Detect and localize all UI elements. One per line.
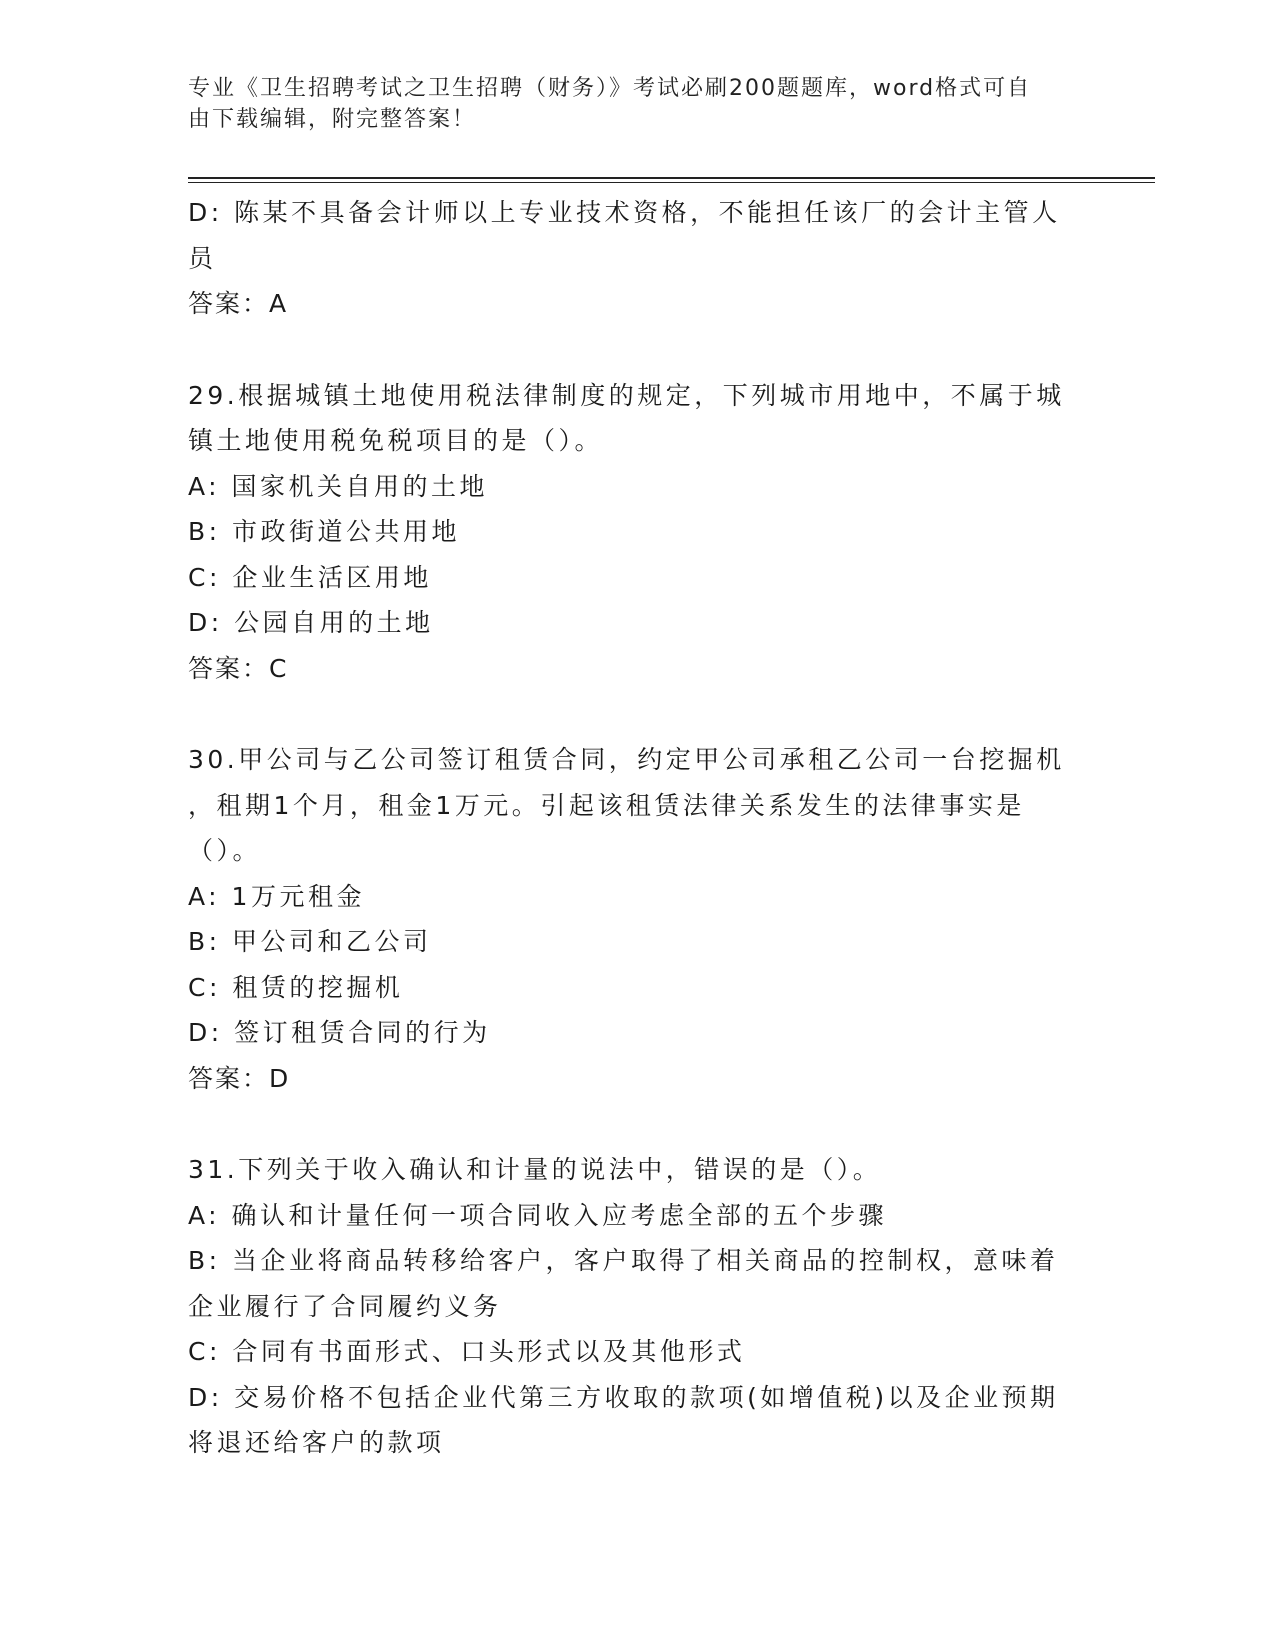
option-d-line-1: D: 陈某不具备会计师以上专业技术资格，不能担任该厂的会计主管人 <box>188 198 1061 227</box>
option-a: A: 确认和计量任何一项合同收入应考虑全部的五个步骤 <box>188 1200 888 1230</box>
question-list <box>188 190 1088 1466</box>
header-title-line-2: 由下载编辑，附完整答案！ <box>188 107 477 132</box>
previous-question-tail <box>188 190 1088 327</box>
option-a: A: 1万元租金 <box>188 881 365 911</box>
page-header <box>188 73 1068 135</box>
question-stem-line-2: ，租期1个月，租金1万元。引起该租赁法律关系发生的法律事实是 <box>188 790 1025 820</box>
option-c: C: 合同有书面形式、口头形式以及其他形式 <box>188 1337 746 1366</box>
question-stem-line-1: 29.根据城镇土地使用税法律制度的规定，下列城市用地中，不属于城 <box>188 380 1065 410</box>
option-d-line-1: D: 交易价格不包括企业代第三方收取的款项(如增值税)以及企业预期 <box>188 1382 1059 1412</box>
question-stem-line-3: （）。 <box>188 836 262 865</box>
option-d-line-2: 将退还给客户的款项 <box>188 1428 445 1457</box>
option-a: A: 国家机关自用的土地 <box>188 471 489 501</box>
header-divider-thin <box>188 182 1155 183</box>
option-c: C: 租赁的挖掘机 <box>188 972 404 1002</box>
question-stem-line-2: 镇土地使用税免税项目的是（）。 <box>188 426 604 455</box>
header-title-line-1: 专业《卫生招聘考试之卫生招聘（财务）》考试必刷200题题库，word格式可自 <box>188 76 1032 101</box>
answer-line: 答案：C <box>188 653 289 683</box>
question-stem-line-1: 31.下列关于收入确认和计量的说法中，错误的是（）。 <box>188 1155 882 1184</box>
question-29 <box>188 373 1088 692</box>
option-d-line-2: 员 <box>188 243 217 273</box>
answer-line: 答案：A <box>188 289 289 318</box>
option-d: D: 签订租赁合同的行为 <box>188 1018 491 1047</box>
option-c: C: 企业生活区用地 <box>188 562 432 592</box>
question-31 <box>188 1147 1088 1466</box>
option-b-line-1: B: 当企业将商品转移给客户，客户取得了相关商品的控制权，意味着 <box>188 1246 1059 1275</box>
option-d: D: 公园自用的土地 <box>188 608 434 637</box>
header-divider-thick <box>188 177 1155 179</box>
option-b: B: 甲公司和乙公司 <box>188 927 432 956</box>
question-stem-line-1: 30.甲公司与乙公司签订租赁合同，约定甲公司承租乙公司一台挖掘机 <box>188 745 1065 774</box>
option-b: B: 市政街道公共用地 <box>188 517 461 546</box>
answer-line: 答案：D <box>188 1063 291 1093</box>
option-b-line-2: 企业履行了合同履约义务 <box>188 1291 502 1321</box>
question-30 <box>188 737 1088 1101</box>
